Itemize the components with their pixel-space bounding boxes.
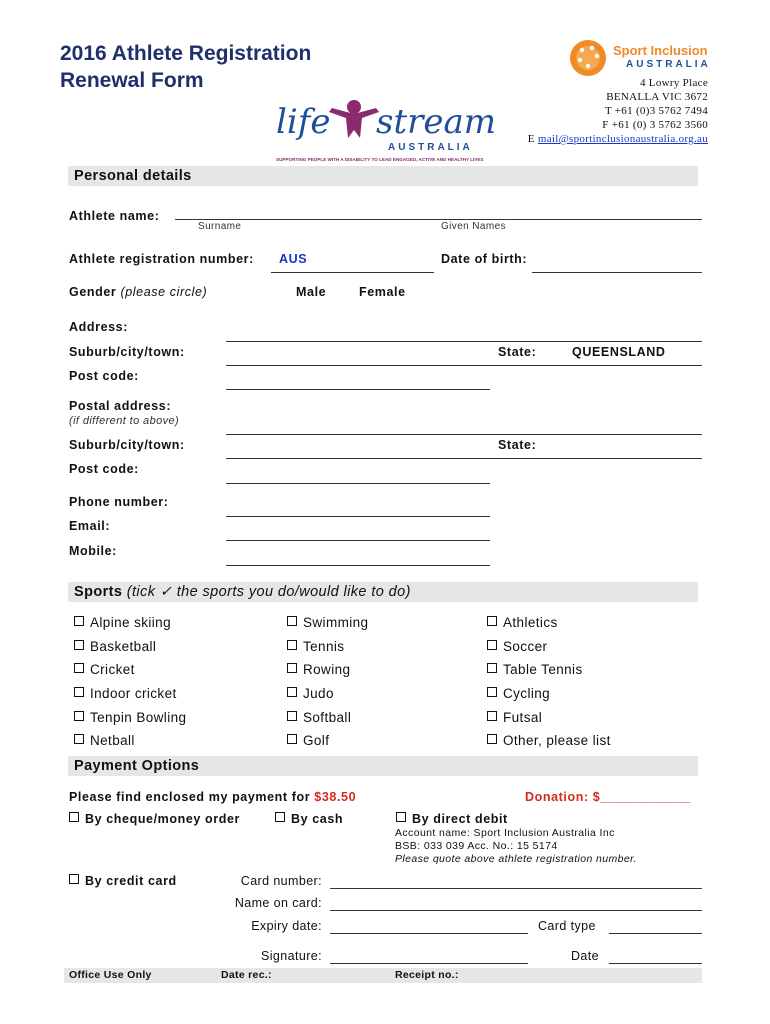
office-use-label: Office Use Only	[69, 969, 152, 981]
reg-number-label: Athlete registration number:	[69, 252, 254, 266]
personal-details-heading: Personal details	[74, 168, 192, 184]
sport-label: Other, please list	[503, 733, 611, 749]
postal-address-hint: (if different to above)	[69, 415, 180, 427]
expiry-label: Expiry date:	[251, 919, 322, 933]
sport-checkbox-item[interactable]	[74, 615, 186, 639]
checkbox-icon[interactable]	[69, 812, 79, 822]
card-type-label: Card type	[538, 919, 596, 933]
title-line-1: 2016 Athlete Registration	[60, 42, 312, 65]
sport-label: Indoor cricket	[90, 686, 177, 702]
address-block	[528, 76, 708, 146]
checkbox-icon[interactable]	[69, 874, 79, 884]
checkbox-icon[interactable]	[287, 687, 297, 697]
cheque-option[interactable]	[69, 812, 240, 826]
checkbox-icon[interactable]	[74, 640, 84, 650]
email-field-line[interactable]	[226, 540, 490, 541]
checkbox-icon[interactable]	[487, 663, 497, 673]
sport-label: Tennis	[303, 638, 345, 654]
date-line[interactable]	[609, 963, 702, 964]
email-line	[528, 132, 708, 146]
sports-header	[68, 582, 698, 602]
suburb-label: Suburb/city/town:	[69, 345, 185, 359]
quote-note: Please quote above athlete registration number.	[395, 853, 637, 865]
bsb-details: BSB: 033 039 Acc. No.: 15 5174	[395, 840, 558, 852]
state-label: State:	[498, 345, 537, 359]
sports-col-2	[287, 615, 368, 757]
sport-label: Cricket	[90, 662, 135, 678]
checkbox-icon[interactable]	[74, 616, 84, 626]
sport-label: Golf	[303, 733, 330, 749]
mobile-line[interactable]	[226, 565, 490, 566]
gender-male-option[interactable]: Male	[296, 285, 327, 299]
signature-line[interactable]	[330, 963, 528, 964]
sport-label: Alpine skiing	[90, 615, 171, 630]
debit-option[interactable]	[396, 812, 508, 826]
given-names-caption: Given Names	[441, 221, 506, 232]
checkbox-icon[interactable]	[74, 711, 84, 721]
sport-checkbox-item[interactable]	[74, 733, 186, 757]
checkbox-icon[interactable]	[74, 687, 84, 697]
payment-header	[68, 756, 698, 776]
address-line-4: F +61 (0) 3 5762 3560	[602, 119, 708, 131]
athlete-name-label: Athlete name:	[69, 209, 160, 223]
checkbox-icon[interactable]	[287, 640, 297, 650]
date-rec-label: Date rec.:	[221, 969, 272, 981]
checkbox-icon[interactable]	[487, 711, 497, 721]
checkbox-icon[interactable]	[287, 663, 297, 673]
lifestream-figure-icon	[324, 98, 384, 148]
sport-label: Basketball	[90, 638, 157, 654]
dob-line[interactable]	[532, 272, 702, 273]
lifestream-tagline: SUPPORTING PEOPLE WITH A DISABILITY TO LEAD ENGAGED, ACTIVE AND HEALTHY LIVES	[276, 157, 484, 162]
checkbox-icon[interactable]	[275, 812, 285, 822]
credit-option[interactable]	[69, 874, 177, 888]
sport-inclusion-emblem-icon	[568, 38, 608, 78]
sport-label: Soccer	[503, 638, 548, 654]
sports-heading: Sports	[74, 584, 123, 600]
address-line[interactable]	[226, 341, 702, 342]
sport-checkbox-item[interactable]	[487, 615, 611, 639]
phone-line[interactable]	[226, 516, 490, 517]
postcode2-label: Post code:	[69, 462, 139, 476]
sport-checkbox-item[interactable]	[74, 639, 186, 663]
form-title	[60, 40, 311, 94]
sport-label: Judo	[303, 686, 334, 702]
sport-label: Table Tennis	[503, 662, 583, 678]
sport-label: Rowing	[303, 662, 351, 678]
email-label: Email:	[69, 519, 111, 533]
checkbox-icon[interactable]	[287, 616, 297, 626]
gender-text: Gender	[69, 285, 117, 299]
address-line-3: T +61 (0)3 5762 7494	[604, 105, 708, 117]
sport-checkbox-item[interactable]	[74, 686, 186, 710]
suburb2-line[interactable]	[226, 458, 702, 459]
sport-checkbox-item[interactable]	[74, 662, 186, 686]
reg-number-line[interactable]	[271, 272, 434, 273]
sport-checkbox-item[interactable]	[287, 710, 368, 734]
phone-label: Phone number:	[69, 495, 169, 509]
date-label: Date	[571, 949, 600, 963]
payment-amount: $38.50	[314, 790, 357, 804]
sport-label: Softball	[303, 709, 352, 725]
sport-label: Tenpin Bowling	[90, 709, 187, 725]
sport-checkbox-item[interactable]	[487, 639, 611, 663]
mobile-label: Mobile:	[69, 544, 117, 558]
receipt-label: Receipt no.:	[395, 969, 459, 981]
sports-heading-wrap	[74, 584, 411, 600]
address-line-2: BENALLA VIC 3672	[606, 91, 708, 103]
checkbox-icon[interactable]	[287, 734, 297, 744]
sport-label: Athletics	[503, 615, 558, 630]
state2-label: State:	[498, 438, 537, 452]
surname-caption: Surname	[198, 221, 242, 232]
gender-female-option[interactable]: Female	[359, 285, 406, 299]
checkbox-icon[interactable]	[487, 687, 497, 697]
lifestream-logo	[276, 98, 496, 168]
cash-option[interactable]	[275, 812, 343, 826]
sport-inclusion-logo	[568, 38, 718, 78]
card-number-label: Card number:	[240, 874, 322, 888]
title-line-2: Renewal Form	[60, 69, 204, 92]
org-sub: AUSTRALIA	[626, 59, 711, 70]
reg-prefix: AUS	[279, 252, 308, 266]
name-on-card-line[interactable]	[330, 910, 702, 911]
email-prefix: E	[527, 133, 538, 145]
expiry-line[interactable]	[330, 933, 528, 934]
address-line-1: 4 Lowry Place	[639, 77, 708, 89]
card-number-line[interactable]	[330, 888, 702, 889]
sport-checkbox-item[interactable]	[287, 615, 368, 639]
sport-checkbox-item[interactable]	[487, 733, 611, 757]
checkbox-icon[interactable]	[487, 640, 497, 650]
sport-checkbox-item[interactable]	[287, 733, 368, 757]
address-label: Address:	[69, 320, 128, 334]
name-on-card-label: Name on card:	[234, 896, 322, 910]
payment-enclosed-text: Please find enclosed my payment for	[69, 790, 311, 804]
card-type-line[interactable]	[609, 933, 702, 934]
sport-checkbox-item[interactable]	[487, 662, 611, 686]
gender-label	[69, 285, 207, 299]
sport-checkbox-item[interactable]	[487, 686, 611, 710]
sport-checkbox-item[interactable]	[287, 686, 368, 710]
donation-field[interactable]: Donation: $____________	[525, 790, 691, 804]
sport-checkbox-item[interactable]	[74, 710, 186, 734]
cheque-label: By cheque/money order	[85, 812, 241, 826]
postal-address-line[interactable]	[226, 434, 702, 435]
checkbox-icon[interactable]	[74, 663, 84, 673]
sport-checkbox-item[interactable]	[487, 710, 611, 734]
state-value: QUEENSLAND	[572, 345, 666, 359]
sports-heading-hint: (tick ✓ the sports you do/would like to do)	[126, 584, 411, 600]
checkbox-icon[interactable]	[487, 616, 497, 626]
checkbox-icon[interactable]	[396, 812, 406, 822]
debit-details	[395, 827, 637, 866]
dob-label: Date of birth:	[441, 252, 528, 266]
postcode-line[interactable]	[226, 389, 490, 390]
personal-details-header	[68, 166, 698, 186]
payment-enclosed-line	[69, 790, 356, 804]
gender-hint: (please circle)	[120, 285, 208, 299]
payment-heading: Payment Options	[74, 758, 200, 774]
sport-checkbox-item[interactable]	[287, 662, 368, 686]
postcode2-line[interactable]	[226, 483, 490, 484]
postcode-label: Post code:	[69, 369, 139, 383]
org-name: Sport Inclusion	[613, 43, 708, 58]
sports-col-1	[74, 615, 186, 757]
lifestream-word-2: stream	[376, 102, 496, 142]
sports-col-3	[487, 615, 611, 757]
athlete-name-line[interactable]	[175, 219, 702, 220]
lifestream-word-1: life	[276, 102, 331, 142]
lifestream-sub: AUSTRALIA	[388, 142, 473, 153]
account-name: Account name: Sport Inclusion Australia Inc	[395, 827, 615, 839]
sport-label: Cycling	[503, 686, 551, 702]
sport-label: Swimming	[303, 615, 369, 630]
sport-label: Futsal	[503, 709, 543, 725]
suburb2-label: Suburb/city/town:	[69, 438, 185, 452]
signature-label: Signature:	[261, 949, 322, 963]
cash-label: By cash	[291, 812, 344, 826]
debit-label: By direct debit	[412, 812, 508, 826]
checkbox-icon[interactable]	[74, 734, 84, 744]
postal-address-label: Postal address:	[69, 399, 172, 413]
email-link[interactable]: mail@sportinclusionaustralia.org.au	[537, 133, 708, 145]
sport-label: Netball	[90, 733, 135, 749]
credit-label: By credit card	[85, 874, 177, 888]
sport-checkbox-item[interactable]	[287, 639, 368, 663]
checkbox-icon[interactable]	[287, 711, 297, 721]
checkbox-icon[interactable]	[487, 734, 497, 744]
office-use-bar	[64, 968, 702, 983]
suburb-line[interactable]	[226, 365, 702, 366]
